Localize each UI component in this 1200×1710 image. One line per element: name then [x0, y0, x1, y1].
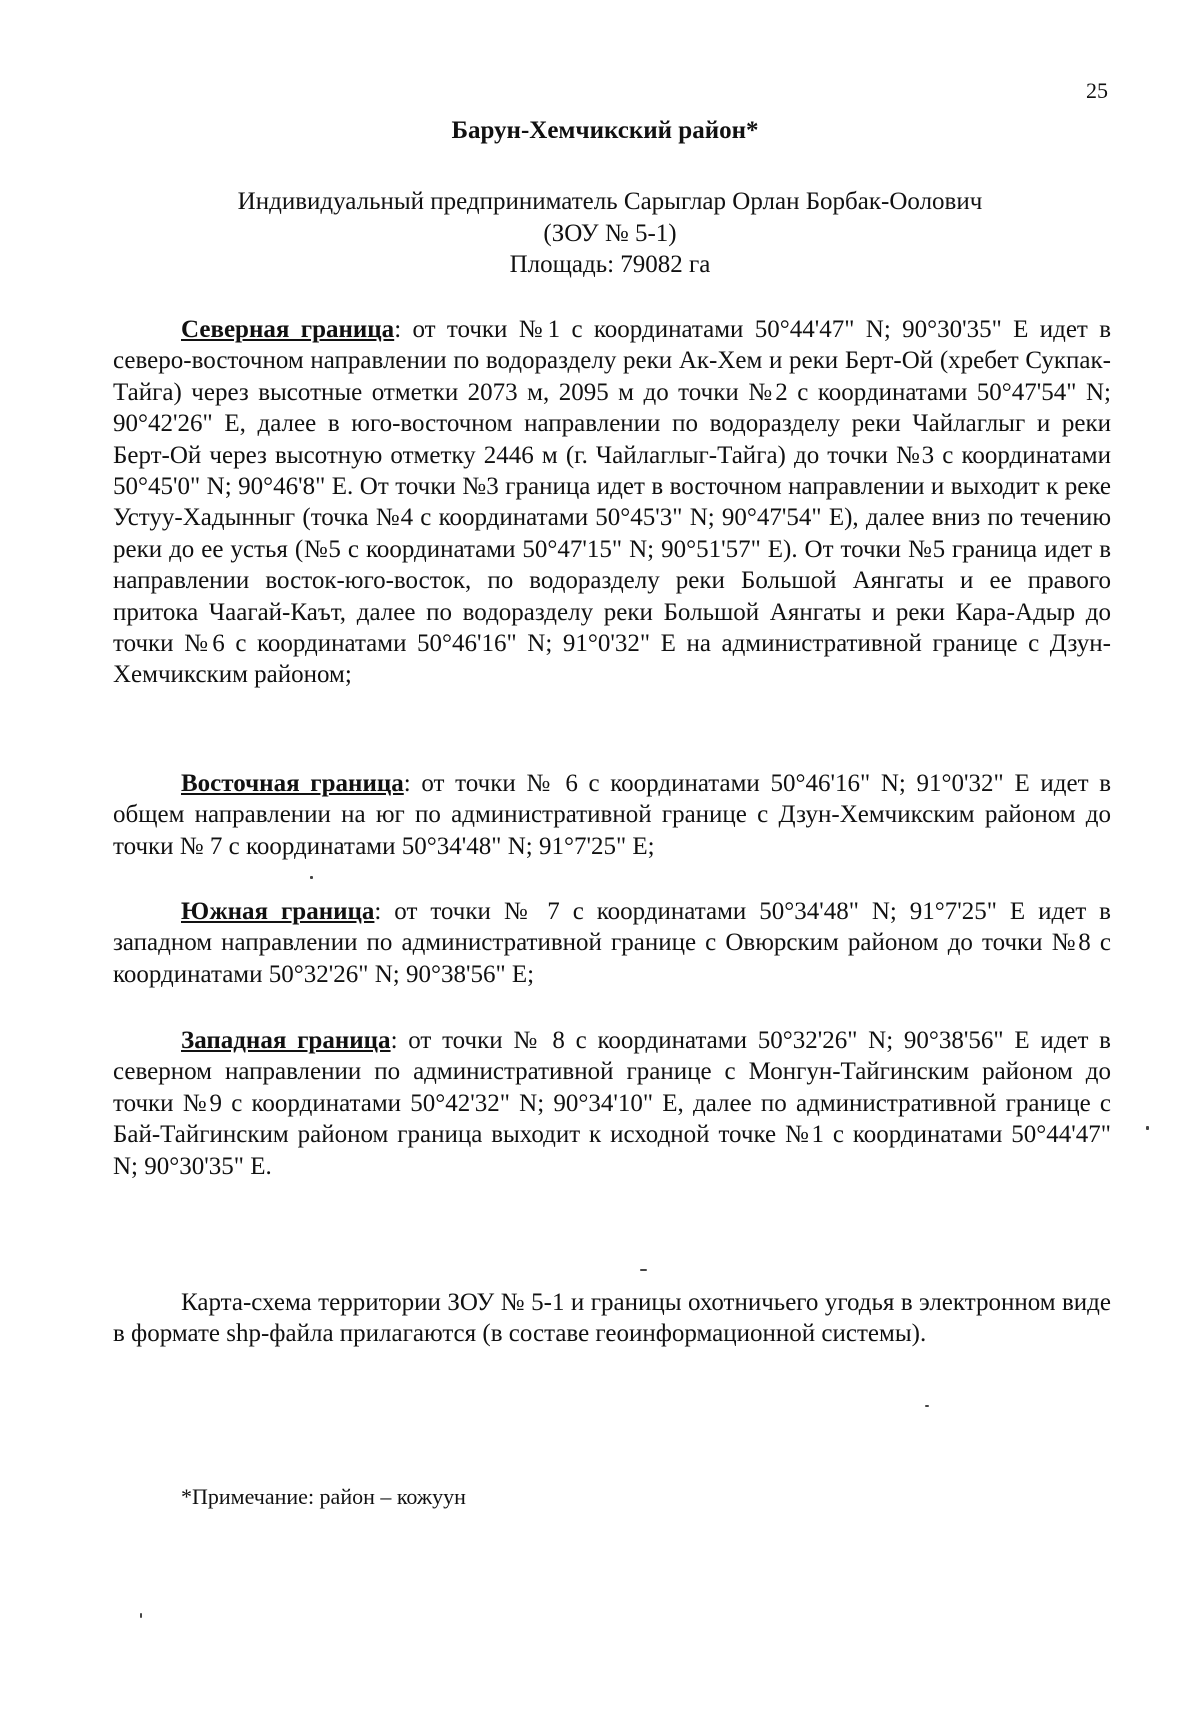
area-line: Площадь: 79082 га — [509, 251, 711, 278]
map-note-paragraph: Карта-схема территории ЗОУ № 5-1 и границы охотничьего угодья в электронном виде в формате shp-файла прилагаются (в составе геоинформационной системы). — [113, 1289, 1111, 1348]
north-boundary-text: : от точки №1 с координатами 50°44'47" N; 90°30'35" Е идет в северо-восточном направлении по водоразделу реки Ак-Хем и реки Берт-Ой (хребет Сукпак-Тайга) через высотные отметки 2073 м, 2095 м до точки №2 с координатами 50°47'54" N; 90°42'26" Е, далее в юго-восточном направлении по водоразделу реки Чайлаглыг и реки Берт-Ой через высотную отметку 2446 м (г. Чайлаглыг-Тайга) до точки №3 с координатами 50°45'0" N; 90°46'8" Е. От точки №3 граница идет в восточном направлении и выходит к реке Устуу-Хадынныг (точка №4 с координатами 50°45'3" N; 90°47'54" Е), далее вниз по течению реки до ее устья (№5 с координатами 50°47'15" N; 90°51'57" Е). От точки №5 граница идет в направлении восток-юго-восток, по водоразделу реки Большой Аянгаты и ее правого притока Чаагай-Каът, далее по водоразделу реки Большой Аянгаты и реки Кара-Адыр до точки №6 с координатами 50°46'16" N; 91°0'32" Е на административной границе с Дзун-Хемчикским районом; — [113, 316, 1111, 689]
north-boundary-paragraph — [113, 314, 1111, 691]
north-boundary-label: Северная граница — [181, 316, 395, 343]
south-boundary-paragraph — [113, 896, 1111, 990]
page-number: 25 — [1086, 78, 1108, 103]
scan-speck — [1146, 1126, 1149, 1130]
scan-speck — [925, 1405, 929, 1407]
west-boundary-text: : от точки № 8 с координатами 50°32'26" N; 90°38'56" Е идет в северном направлении по административной границе с Монгун-Тайгинским районом до точки №9 с координатами 50°42'32" N; 90°34'10" Е, далее по административной границе с Бай-Тайгинским районом граница выходит к исходной точке №1 с координатами 50°44'47" N; 90°30'35" Е. — [113, 1027, 1111, 1180]
scan-speck — [140, 1613, 142, 1618]
document-title: Барун-Хемчикский район* — [451, 117, 759, 144]
east-boundary-text: : от точки № 6 с координатами 50°46'16" N; 91°0'32" Е идет в общем направлении на юг по административной границе с Дзун-Хемчикским районом до точки № 7 с координатами 50°34'48" N; 91°7'25" Е; — [113, 770, 1111, 860]
header-block — [0, 186, 1200, 281]
scan-speck — [310, 876, 313, 879]
zone-line: (ЗОУ № 5-1) — [543, 219, 677, 247]
east-boundary-paragraph — [113, 768, 1111, 862]
south-boundary-label: Южная граница — [181, 898, 375, 925]
west-boundary-paragraph — [113, 1025, 1111, 1182]
south-boundary-text: : от точки № 7 с координатами 50°34'48" N; 91°7'25" Е идет в западном направлении по административной границе с Овюрским районом до точки №8 с координатами 50°32'26" N; 90°38'56" Е; — [113, 898, 1111, 988]
scan-speck — [640, 1269, 647, 1271]
owner-line: Индивидуальный предприниматель Сарыглар Орлан Борбак-Оолович — [237, 188, 983, 215]
footnote: *Примечание: район – кожуун — [181, 1484, 466, 1509]
east-boundary-label: Восточная граница — [181, 770, 404, 797]
west-boundary-label: Западная граница — [181, 1027, 391, 1054]
